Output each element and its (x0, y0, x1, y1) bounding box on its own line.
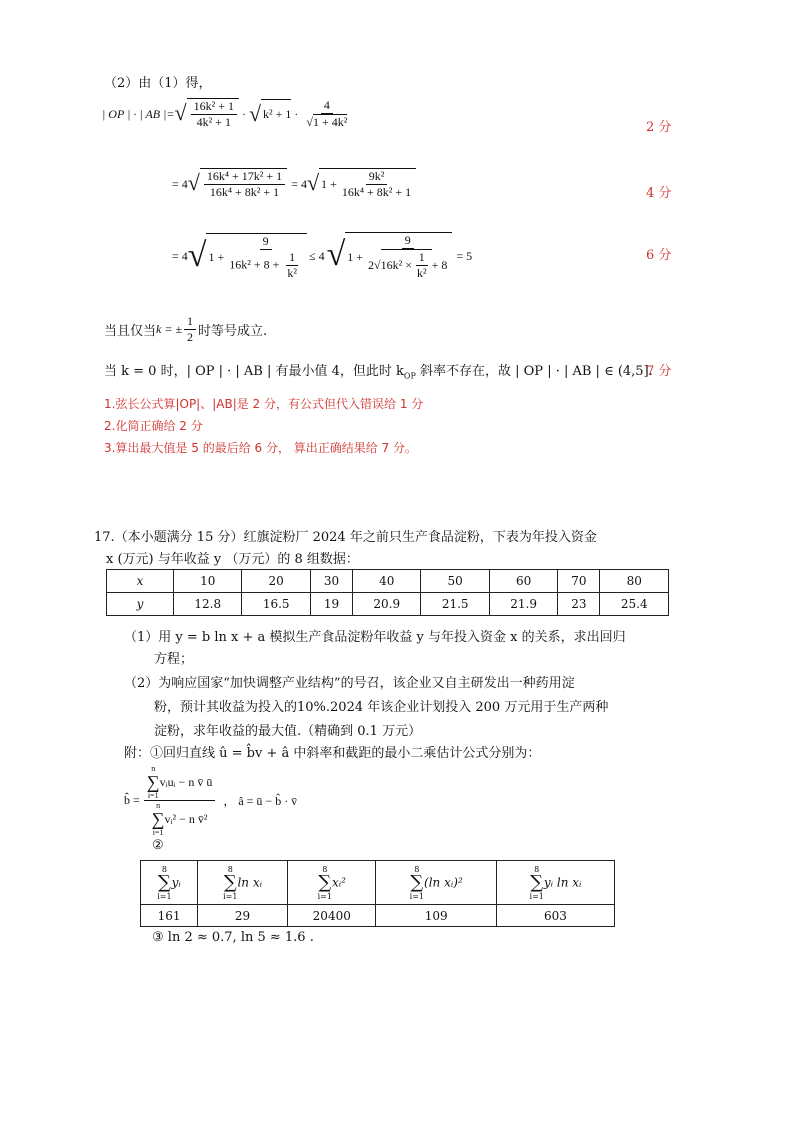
equation-line-3: = 4 √ 1 + 9 16k² + 8 + $\frac{1}{\text{k²}}$ ≤ 4 √ 1 + 9 2 √ 16k² × $\frac{1}{\text{k²}}$ + 8 = 5 (172, 233, 473, 280)
sums-header: (ln xᵢ)² (424, 875, 463, 889)
question-2-line-a: （2）为响应国家“加快调整产业结构”的号召，该企业又自主研发出一种药用淀 (124, 676, 575, 691)
eq3-inner-den: k² (287, 265, 297, 280)
table-cell: 30 (310, 570, 352, 593)
b-hat-denominator: vᵢ² − n v̄² (164, 811, 208, 826)
eq1-lhs: | OP | · | AB |= (102, 106, 175, 121)
eq2-f2-den: 16k⁴ + 8k² + 1 (341, 185, 412, 199)
equality-half-den: 2 (187, 330, 194, 344)
table-row: 8 ∑ i=1 yᵢ 8 ∑ i=1 ln xᵢ 8 ∑ i=1 xᵢ² 8 ∑ i=1 (ln xᵢ)² 8 ∑ i=1 yᵢ ln xᵢ (141, 861, 615, 905)
table-cell: 70 (558, 570, 600, 593)
eq1-sqrt-2: √ k² + 1 (249, 99, 291, 129)
eq1-sqrt-1: √ $\frac{\text{16k² + 1}}{\text{4k² + 1}}$ (175, 98, 239, 130)
table-cell: 19 (310, 593, 352, 616)
equality-text-a: 当且仅当 (104, 324, 157, 339)
table-cell: 20400 (288, 905, 376, 927)
score-6: 6 分 (646, 248, 672, 263)
sum-top: n (151, 764, 156, 773)
sum-bottom: i=1 (147, 791, 159, 800)
sums-header: yᵢ ln xᵢ (543, 875, 582, 889)
equality-condition (104, 314, 267, 345)
sum-bottom: i=1 (152, 828, 164, 837)
grading-note-1: 1.弦长公式算|OP|、|AB|是 2 分，有公式但代入错误给 1 分 (104, 397, 424, 411)
sum-top: n (156, 801, 161, 810)
table-cell: 20.9 (353, 593, 421, 616)
table-row (141, 905, 615, 927)
grading-note-3: 3.算出最大值是 5 的最后给 6 分， 算出正确结果给 7 分。 (104, 441, 418, 455)
sum-upper: 8 (322, 864, 328, 874)
b-hat-formula: b̂ = n ∑ i=1 vᵢuᵢ − n v̄ ū n ∑ i=1 vᵢ² − n v̄² ， â = ū − b̂ · v̄ (124, 764, 298, 837)
sum-lower: i=1 (317, 891, 332, 901)
eq3-f2-den-c: + 8 (431, 257, 448, 272)
eq1-f1-den: 4k² + 1 (196, 115, 231, 129)
eq3-one: 1 + (208, 249, 225, 264)
table-cell: 603 (496, 905, 614, 927)
table-row (107, 570, 669, 593)
b-hat-label: b̂ = (124, 793, 140, 807)
equality-k: k = ± (156, 322, 183, 336)
table-cell: 21.9 (489, 593, 557, 616)
equality-half-num: 1 (184, 314, 196, 330)
eq3-f2-inner-num: 1 (416, 250, 428, 266)
score-4: 4 分 (646, 186, 672, 201)
grading-note-2: 2.化简正确给 2 分 (104, 419, 203, 433)
problem17-line2: x (万元) 与年收益 y （万元）的 8 组数据： (106, 552, 359, 567)
sums-header: yᵢ (171, 875, 181, 889)
eq3-f1-num: 9 (260, 234, 272, 250)
b-hat-numerator: vᵢuᵢ − n v̄ ū (159, 774, 213, 789)
equation-line-1: | OP | · | AB |= √ $\frac{\text{16k² + 1}}{\text{4k² + 1}}$ · √ k² + 1 · 4 √ 1 + 4k² (102, 98, 348, 129)
score-7: 7 分 (646, 364, 672, 379)
problem17-line1: 17.（本小题满分 15 分）红旗淀粉厂 2024 年之前只生产食品淀粉，下表为年投入资金 (94, 530, 597, 545)
table-cell: 20 (242, 570, 310, 593)
sums-table (140, 860, 615, 927)
xy-data-table (106, 569, 669, 616)
eq3-prefix: = 4 (172, 249, 188, 263)
table-cell: 50 (421, 570, 489, 593)
zero-case-line (104, 360, 653, 381)
circled-3-line: ③ ln 2 ≈ 0.7, ln 5 ≈ 1.6 . (152, 930, 314, 945)
eq2-f1-num: 16k⁴ + 17k² + 1 (204, 169, 285, 185)
sum-lower: i=1 (157, 891, 172, 901)
eq3-f2-den-b: 16k² × (380, 258, 412, 272)
table-cell: 16.5 (242, 593, 310, 616)
table-cell: 12.8 (174, 593, 242, 616)
eq2-f1-den: 16k⁴ + 8k² + 1 (209, 185, 280, 199)
sums-header: xᵢ² (331, 875, 346, 889)
sum-upper: 8 (161, 864, 167, 874)
eq2-one: 1 + (321, 177, 337, 191)
table-x-label: x (136, 574, 144, 588)
zero-case-sub: OP (403, 371, 416, 381)
table-cell: 60 (489, 570, 557, 593)
eq3-f1-den: 16k² + 8 + (229, 256, 280, 271)
sum-lower: i=1 (223, 891, 238, 901)
question-1-line-b: 方程； (154, 652, 194, 667)
table-cell: 29 (198, 905, 288, 927)
table-cell: 40 (353, 570, 421, 593)
score-2: 2 分 (646, 120, 672, 135)
a-hat-formula: ， â = ū − b̂ · v̄ (223, 794, 298, 808)
question-2-line-b: 粉，预计其收益为投入的10%.2024 年该企业计划投入 200 万元用于生产两种 (154, 700, 609, 715)
eq3-f2-den-a: 2 (368, 257, 375, 272)
circled-2: ② (152, 838, 164, 853)
eq3-f2-inner-den: k² (417, 266, 427, 280)
eq3-one2: 1 + (347, 249, 364, 264)
table-cell: 161 (141, 905, 198, 927)
eq1-f1-num: 16k² + 1 (191, 99, 237, 115)
table-cell: 23 (558, 593, 600, 616)
eq2-mid: = 4 (291, 176, 307, 191)
sum-lower: i=1 (529, 891, 544, 901)
part2-intro: （2）由（1）得， (104, 76, 212, 91)
table-cell: 109 (376, 905, 496, 927)
table-cell: 21.5 (421, 593, 489, 616)
question-2-line-c: 淀粉，求年收益的最大值.（精确到 0.1 万元） (154, 724, 422, 739)
sum-upper: 8 (227, 864, 233, 874)
table-cell: 80 (600, 570, 669, 593)
question-1-line-a: （1）用 y = b ln x + a 模拟生产食品淀粉年收益 y 与年投入资金 x 的关系，求出回归 (124, 630, 626, 645)
sums-header: ln xᵢ (237, 875, 262, 889)
eq2-f2-num: 9k² (366, 169, 388, 185)
eq3-result: = 5 (456, 249, 473, 263)
zero-case-text-2: 斜率不存在，故 | OP | · | AB | ∈ (4,5]. (415, 364, 653, 379)
table-cell: 10 (174, 570, 242, 593)
equality-text-b: 时等号成立. (198, 324, 268, 339)
zero-case-text: 当 k = 0 时，| OP | · | AB | 有最小值 4，但此时 k (104, 364, 404, 379)
eq1-f2-num: 4 (321, 98, 333, 114)
eq1-mid: k² + 1 (261, 99, 291, 129)
eq2-prefix: = 4 (172, 176, 188, 191)
eq3-inner-num: 1 (286, 250, 298, 266)
table-row (107, 593, 669, 616)
eq3-f2-num: 9 (402, 233, 414, 249)
sum-lower: i=1 (409, 891, 425, 901)
sum-upper: 8 (414, 864, 420, 874)
eq3-le: ≤ 4 (308, 249, 325, 263)
table-y-label: y (136, 597, 144, 611)
eq1-f2-den: 1 + 4k² (313, 115, 348, 129)
table-cell: 25.4 (600, 593, 669, 616)
equation-line-2: = 4 √ $\frac{\text{16k⁴ + 17k² + 1}}{\text{16k⁴ + 8k² + 1}}$ = 4 √ 1 + $\frac{\text{9k²}}{\text{16k⁴ + 8k² + 1}}$ (172, 168, 416, 200)
appendix-line: 附：①回归直线 û = b̂v + â 中斜率和截距的最小二乘估计公式分别为： (124, 746, 541, 761)
sum-upper: 8 (534, 864, 540, 874)
